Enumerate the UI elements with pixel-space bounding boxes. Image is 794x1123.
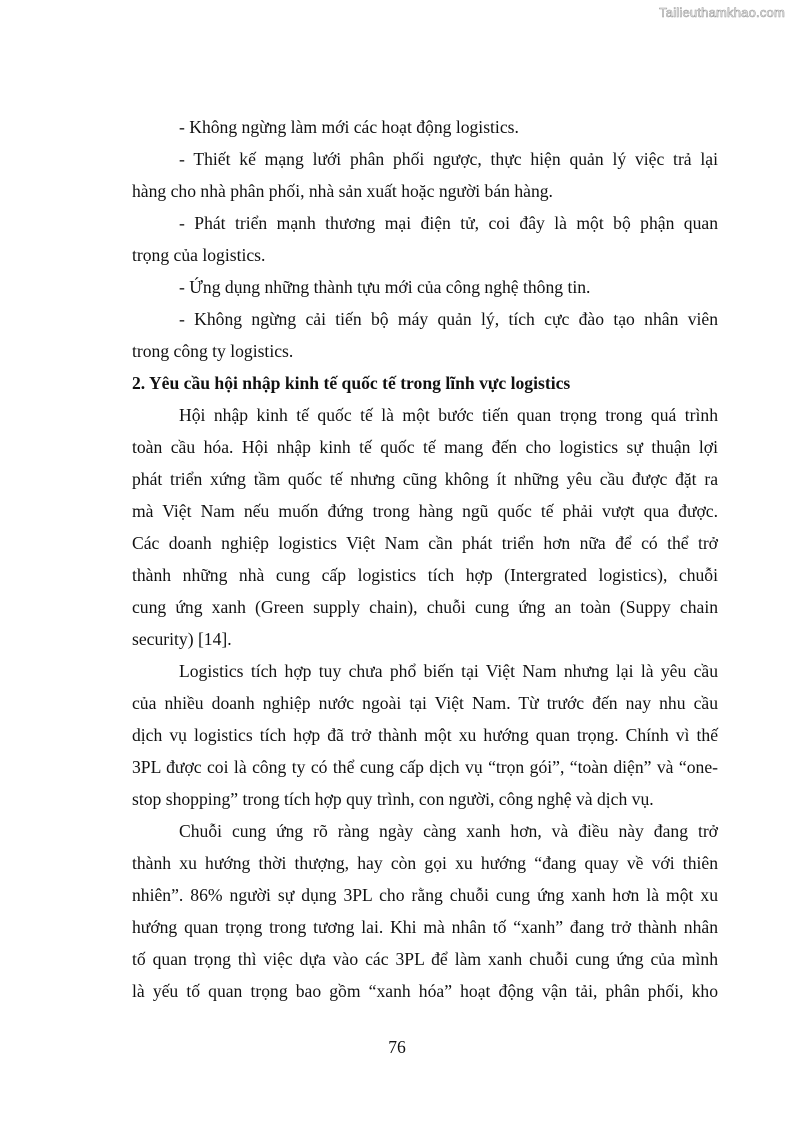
watermark: Tailieuthamkhao.com xyxy=(659,5,785,20)
paragraph-line: phát triển xứng tầm quốc tế nhưng cũng không ít những yêu cầu được đặt ra xyxy=(132,469,718,489)
paragraph-line: hướng quan trọng trong tương lai. Khi mà nhân tố “xanh” đang trở thành nhân xyxy=(132,917,718,937)
paragraph-line: của nhiều doanh nghiệp nước ngoài tại Việt Nam. Từ trước đến nay nhu cầu xyxy=(132,693,718,713)
paragraph-line: 3PL được coi là công ty có thể cung cấp dịch vụ “trọn gói”, “toàn diện” và “one- xyxy=(132,757,718,777)
paragraph-line: Logistics tích hợp tuy chưa phổ biến tại Việt Nam nhưng lại là yêu cầu xyxy=(179,661,718,681)
section-heading: 2. Yêu cầu hội nhập kinh tế quốc tế trong lĩnh vực logistics xyxy=(132,373,571,393)
bullet-line: - Không ngừng cải tiến bộ máy quản lý, tích cực đào tạo nhân viên xyxy=(179,309,718,329)
paragraph-line: là yếu tố quan trọng bao gồm “xanh hóa” hoạt động vận tải, phân phối, kho xyxy=(132,981,718,1001)
paragraph-line: Các doanh nghiệp logistics Việt Nam cần phát triển hơn nữa để có thể trở xyxy=(132,533,718,553)
bullet-line: hàng cho nhà phân phối, nhà sản xuất hoặc người bán hàng. xyxy=(132,181,553,201)
paragraph-line: nhiên”. 86% người sự dụng 3PL cho rằng chuỗi cung ứng xanh hơn là một xu xyxy=(132,885,718,905)
bullet-line: - Không ngừng làm mới các hoạt động logistics. xyxy=(179,117,519,137)
paragraph-line: tố quan trọng thì việc dựa vào các 3PL để làm xanh chuỗi cung ứng của mình xyxy=(132,949,718,969)
paragraph-line: security) [14]. xyxy=(132,629,232,649)
bullet-line: - Thiết kế mạng lưới phân phối ngược, thực hiện quản lý việc trả lại xyxy=(179,149,718,169)
bullet-line: - Ứng dụng những thành tựu mới của công nghệ thông tin. xyxy=(179,277,591,297)
paragraph-line: Hội nhập kinh tế quốc tế là một bước tiến quan trọng trong quá trình xyxy=(179,405,718,425)
bullet-line: trọng của logistics. xyxy=(132,245,266,265)
bullet-line: trong công ty logistics. xyxy=(132,341,294,361)
paragraph-line: cung ứng xanh (Green supply chain), chuỗi cung ứng an toàn (Suppy chain xyxy=(132,597,718,617)
paragraph-line: thành những nhà cung cấp logistics tích hợp (Intergrated logistics), chuỗi xyxy=(132,565,718,585)
paragraph-line: dịch vụ logistics tích hợp đã trở thành một xu hướng quan trọng. Chính vì thế xyxy=(132,725,718,745)
paragraph-line: thành xu hướng thời thượng, hay còn gọi xu hướng “đang quay về với thiên xyxy=(132,853,718,873)
paragraph-line: mà Việt Nam nếu muốn đứng trong hàng ngũ quốc tế phải vượt qua được. xyxy=(132,501,718,521)
paragraph-line: stop shopping” trong tích hợp quy trình, con người, công nghệ và dịch vụ. xyxy=(132,789,654,809)
paragraph-line: Chuỗi cung ứng rõ ràng ngày càng xanh hơn, và điều này đang trở xyxy=(179,821,718,841)
paragraph-line: toàn cầu hóa. Hội nhập kinh tế quốc tế mang đến cho logistics sự thuận lợi xyxy=(132,437,718,457)
page-number: 76 xyxy=(388,1037,406,1057)
page-body xyxy=(132,111,718,1007)
bullet-line: - Phát triển mạnh thương mại điện tử, coi đây là một bộ phận quan xyxy=(179,213,718,233)
